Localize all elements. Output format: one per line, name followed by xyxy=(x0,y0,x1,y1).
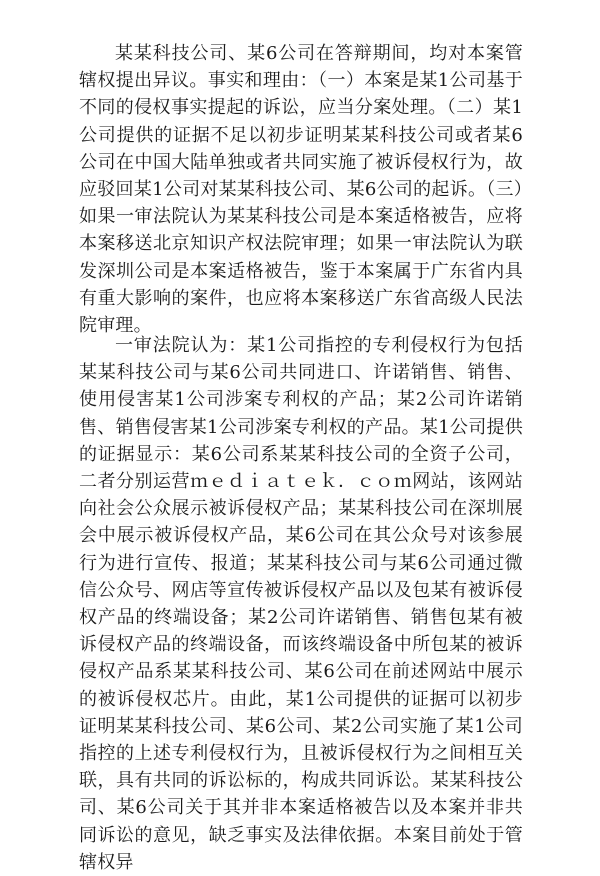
paragraph-jurisdiction-objection: 某某科技公司、某6公司在答辩期间，均对本案管辖权提出异议。事实和理由：（一）本案是某1公司基于不同的侵权事实提起的诉讼，应当分案处理。（二）某1公司提供的证据不足以初步证明某某科技公司或者某6公司在中国大陆单独或者共同实施了被诉侵权行为，故应驳回某1公司对某某科技公司、某6公司的起诉。（三）如果一审法院认为某某科技公司是本案适格被告，应将本案移送北京知识产权法院审理；如果一审法院认为联发深圳公司是本案适格被告，鉴于本案属于广东省内具有重大影响的案件，也应将本案移送广东省高级人民法院审理。 xyxy=(79,43,523,337)
paragraph-first-instance-opinion: 一审法院认为：某1公司指控的专利侵权行为包括某某科技公司与某6公司共同进口、许诺销售、销售、使用侵害某1公司涉案专利权的产品；某2公司许诺销售、销售侵害某1公司涉案专利权的产品。某1公司提供的证据显示：某6公司系某某科技公司的全资子公司，二者分别运营ｍｅｄｉａｔｅｋ．ｃｏｍ网站，该网站向社会公众展示被诉侵权产品；某某科技公司在深圳展会中展示被诉侵权产品，某6公司在其公众号对该参展行为进行宣传、报道；某某科技公司与某6公司通过微信公众号、网店等宣传被诉侵权产品以及包某有被诉侵权产品的终端设备；某2公司许诺销售、销售包某有被诉侵权产品的终端设备，而该终端设备中所包某的被诉侵权产品系某某科技公司、某6公司在前述网站中展示的被诉侵权芯片。由此，某1公司提供的证据可以初步证明某某科技公司、某6公司、某2公司实施了某1公司指控的上述专利侵权行为，且被诉侵权行为之间相互关联，具有共同的诉讼标的，构成共同诉讼。某某科技公司、某6公司关于其并非本案适格被告以及本案并非共同诉讼的意见，缺乏事实及法律依据。本案目前处于管辖权异 xyxy=(79,335,523,873)
